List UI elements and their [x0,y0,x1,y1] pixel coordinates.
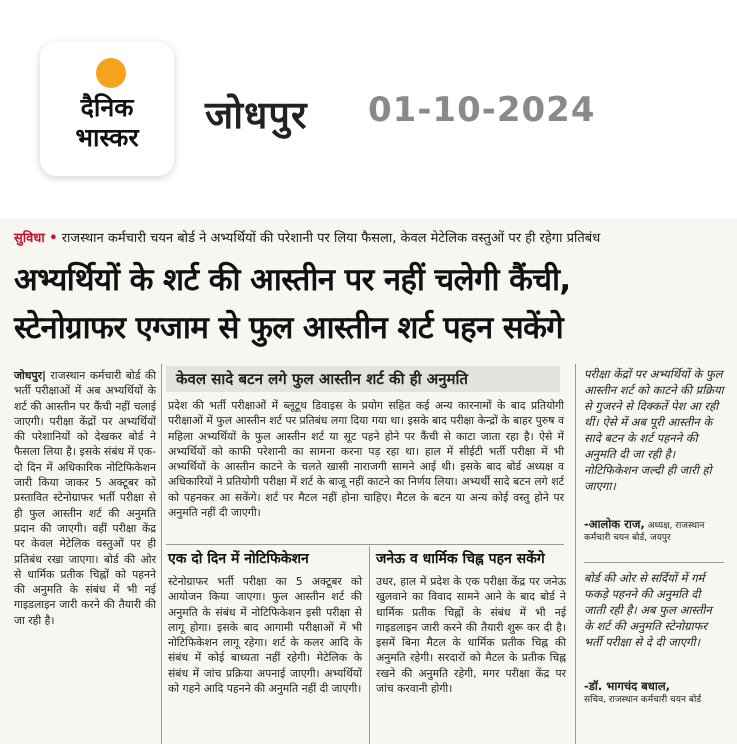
intro-text: राजस्थान कर्मचारी बोर्ड की भर्ती परीक्षाओं में अब अभ्यर्थियों के शर्ट की आस्तीन पर कैंची नहीं चलाई जाएगी। परीक्षा केंद्रों पर अभ्यर्थियों की परेशानियों को देखकर बोर्ड ने फैसला लिया है। इसके संबंध में एक-दो दिन में अधिकारिक नोटिफिकेशन जारी किया जाकर 5 अक्टूबर को प्रस्तावित स्टेनोग्राफर भर्ती परीक्षा से ही फुल आस्तीन शर्ट की अनुमति प्रदान की जाएगी। वहीं परीक्षा केंद्र पर केवल मेटेलिक वस्तुओं पर ही प्रतिबंध रखा जाएगा। बोर्ड की ओर से धार्मिक प्रतीक चिह्नों को पहनने की अनुमति के संबंध में भी नई गाइडलाइन जारी करने की तैयारी की जा रही है। [14,369,156,627]
logo-sun-icon [96,58,126,88]
section-divider [166,544,564,545]
column-religious-symbols: उधर, हाल में प्रदेश के एक परीक्षा केंद्र पर जनेऊ खुलवाने का विवाद सामने आने के बाद बोर्ड ने धार्मिक प्रतीक चिह्नों के संबंध में भी नई गाइडलाइन जारी करने की तैयारी शुरू कर दी है। इसमें बिना मैटल के धार्मिक प्रतीक चिह्न की अनुमति रहेगी। सरदारों को मैटल के प्रतीक चिह्न रखने की अनुमति रहेगी, मगर परीक्षा केंद्र पर जांच करवानी होगी। [376,575,566,696]
subhead-religious-symbols: जनेऊ व धार्मिक चिह्न पहन सकेंगे [376,551,545,567]
edition-date: 01-10-2024 [368,90,596,130]
logo-text-line2: भास्कर [75,123,139,152]
column-divider [369,546,370,744]
column-notification: स्टेनोग्राफर भर्ती परीक्षा का 5 अक्टूबर को आयोजन किया जाएगा। फुल आस्तीन शर्ट की अनुमति के संबंध में नोटिफिकेशन इसी परीक्षा से लागू होगा। इसके बाद आगामी परीक्षाओं में भी नोटिफिकेशन लागू रहेगा। शर्ट के कलर आदि के संबंध में कोई बाध्यता नहीं रहेगी। मेटेलिक के संबंध में जांच प्रक्रिया अपनाई जाएगी। अभ्यर्थियों को गहने आदि पहनने की अनुमति नहीं दी जाएगी। [168,575,362,696]
kicker-text: राजस्थान कर्मचारी चयन बोर्ड ने अभ्यर्थियों की परेशानी पर लिया फैसला, केवल मेटेलिक वस्तुओं पर ही रहेगा प्रतिबंध [61,231,601,246]
column-main-body: प्रदेश की भर्ती परीक्षाओं में ब्लूटूथ डिवाइस के प्रयोग सहित कई अन्य कारनामों के बाद प्रतियोगी परीक्षाओं में फुल आस्तीन शर्ट पर प्रतिबंध लगा दिया गया था। इसके बाद परीक्षा केन्द्रों के बाहर पुरुष व महिला अभ्यर्थियों के फुल आस्तीन शर्ट या सूट पहने होने पर कैंची से काटा जाता रहा है। ऐसे में अभ्यर्थियों को काफी परेशानी का सामना करना पड़ रहा था। हाल में सीईटी भर्ती परीक्षा में भी अभ्यर्थियों के आस्तीन काटने के चलते खासी नाराजगी सामने आई थी। इसके बाद बोर्ड अध्यक्ष व अधिकारियों ने प्रतियोगी परीक्षा में शर्ट के बाजू नहीं काटने का निर्णय लिया। अभ्यर्थी सादे बटन लगे शर्ट को पहनकर आ सकेंगे। शर्ट पर मैटल नहीं होना चाहिए। मैटल के बटन या अन्य कोई वस्तु होने पर अनुमति नहीं दी जाएगी। [168,399,564,520]
headline-line1: अभ्यर्थियों के शर्ट की आस्तीन पर नहीं चलेगी कैंची, [14,262,571,298]
quote-divider [584,562,724,563]
main-subhead-band [166,366,560,392]
quote-secretary-attribution [584,680,724,706]
column-intro [14,368,156,628]
quote-chairman-name: -आलोक राज, [584,517,645,531]
main-subhead: केवल सादे बटन लगे फुल आस्तीन शर्ट की ही अनुमति [176,370,468,388]
quote-secretary-role: सचिव, राजस्थान कर्मचारी चयन बोर्ड [584,695,702,705]
newspaper-clipping [0,218,737,744]
kicker-tag: सुविधा • [14,231,58,246]
dainik-bhaskar-logo [40,42,174,176]
column-divider [161,364,162,744]
dateline: जोधपुर| [14,369,46,382]
logo-text-line1: दैनिक [80,93,134,122]
quote-chairman-attribution [584,518,724,544]
quote-secretary: बोर्ड की ओर से सर्दियों में गर्म फकड़े पहनने की अनुमति दी जाती रही है। अब फुल आस्तीन के शर्ट की अनुमति स्टेनोग्राफर भर्ती परीक्षा से दे दी जाएगी। [584,571,712,649]
headline-line2: स्टेनोग्राफर एग्जाम से फुल आस्तीन शर्ट पहन सकेंगे [14,310,564,346]
subhead-notification: एक दो दिन में नोटिफिकेशन [168,551,309,567]
quote-chairman: परीक्षा केंद्रों पर अभ्यर्थियों के फुल आस्तीन शर्ट को काटने की प्रक्रिया से गुजरने से दिक्कतें पेश आ रही थीं। ऐसे में अब पूरी आस्तीन के सादे बटन के शर्ट पहनने की अनुमति दी जा रही है। नोटिफिकेशन जल्दी ही जारी हो जाएगा। [584,367,724,493]
quote-chairman-role: अध्यक्ष, राजस्थान कर्मचारी चयन बोर्ड, जयपुर [584,521,705,543]
quote-secretary-name: -डॉ. भागचंद बधाल, [584,679,671,693]
kicker [14,228,600,246]
column-divider [575,364,576,744]
edition-city: जोधपुर [205,93,308,137]
